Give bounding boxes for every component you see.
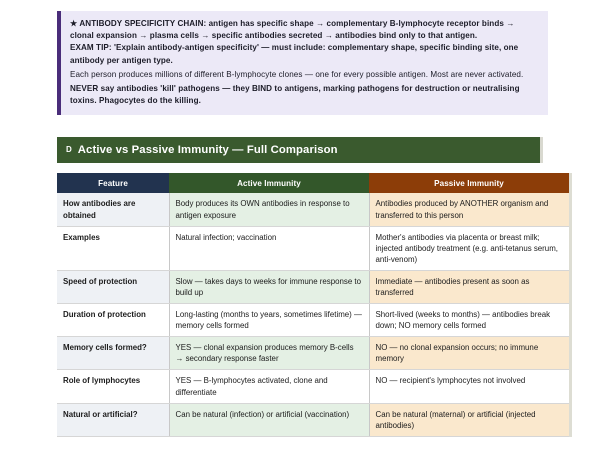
table-row <box>57 304 571 337</box>
callout-line-clones: Each person produces millions of different B-lymphocyte clones — one for every possible antigen. Most are never activated. <box>70 69 524 79</box>
table-row <box>57 193 571 226</box>
antibody-specificity-callout <box>57 11 548 115</box>
cell-passive: Antibodies produced by ANOTHER organism and transferred to this person <box>369 193 571 226</box>
cell-active: YES — clonal expansion produces memory B-cells → secondary response faster <box>169 337 369 370</box>
cell-passive: Immediate — antibodies present as soon as transferred <box>369 270 571 303</box>
table-row <box>57 337 571 370</box>
section-letter-badge: D <box>66 145 72 155</box>
cell-feature: Examples <box>57 226 169 270</box>
cell-passive: NO — no clonal expansion occurs; no immune memory <box>369 337 571 370</box>
cell-active: Long-lasting (months to years, sometimes lifetime) — memory cells formed <box>169 304 369 337</box>
callout-line-specificity-chain: ★ ANTIBODY SPECIFICITY CHAIN: antigen has specific shape → complementary B-lymphocyte receptor binds → clonal expansion → plasma cells → specific antibodies secreted → antibodies bind only to that antigen. <box>70 19 515 41</box>
table-header-row <box>57 173 571 193</box>
active-vs-passive-comparison-table <box>57 173 572 436</box>
cell-feature: Role of lymphocytes <box>57 370 169 403</box>
cell-passive: Short-lived (weeks to months) — antibodies break down; NO memory cells formed <box>369 304 571 337</box>
table-row <box>57 403 571 436</box>
cell-feature: How antibodies are obtained <box>57 193 169 226</box>
cell-feature: Duration of protection <box>57 304 169 337</box>
cell-active: Can be natural (infection) or artificial (vaccination) <box>169 403 369 436</box>
cell-feature: Natural or artificial? <box>57 403 169 436</box>
cell-active: Slow — takes days to weeks for immune response to build up <box>169 270 369 303</box>
cell-passive: Can be natural (maternal) or artificial (injected antibodies) <box>369 403 571 436</box>
table-row <box>57 226 571 270</box>
table-header <box>57 173 571 193</box>
cell-active: Natural infection; vaccination <box>169 226 369 270</box>
cell-feature: Memory cells formed? <box>57 337 169 370</box>
column-header-active-immunity: Active Immunity <box>169 173 369 193</box>
callout-line-exam-tip: EXAM TIP: 'Explain antibody-antigen specificity' — must include: complementary shape, specific binding site, one antibody per antigen type. <box>70 43 519 65</box>
section-title: Active vs Passive Immunity — Full Comparison <box>77 143 338 156</box>
table-body <box>57 193 571 436</box>
table-row <box>57 270 571 303</box>
section-header-bar <box>57 137 543 163</box>
cell-active: Body produces its OWN antibodies in response to antigen exposure <box>169 193 369 226</box>
cell-active: YES — B-lymphocytes activated, clone and differentiate <box>169 370 369 403</box>
callout-line-never-say: NEVER say antibodies 'kill' pathogens — they BIND to antigens, marking pathogens for destruction or neutralising toxins. Phagocytes do the killing. <box>70 84 520 106</box>
column-header-feature: Feature <box>57 173 169 193</box>
table-row <box>57 370 571 403</box>
column-header-passive-immunity: Passive Immunity <box>369 173 571 193</box>
cell-passive: NO — recipient's lymphocytes not involved <box>369 370 571 403</box>
cell-passive: Mother's antibodies via placenta or breast milk; injected antibody treatment (e.g. anti-tetanus serum, anti-venom) <box>369 226 571 270</box>
cell-feature: Speed of protection <box>57 270 169 303</box>
